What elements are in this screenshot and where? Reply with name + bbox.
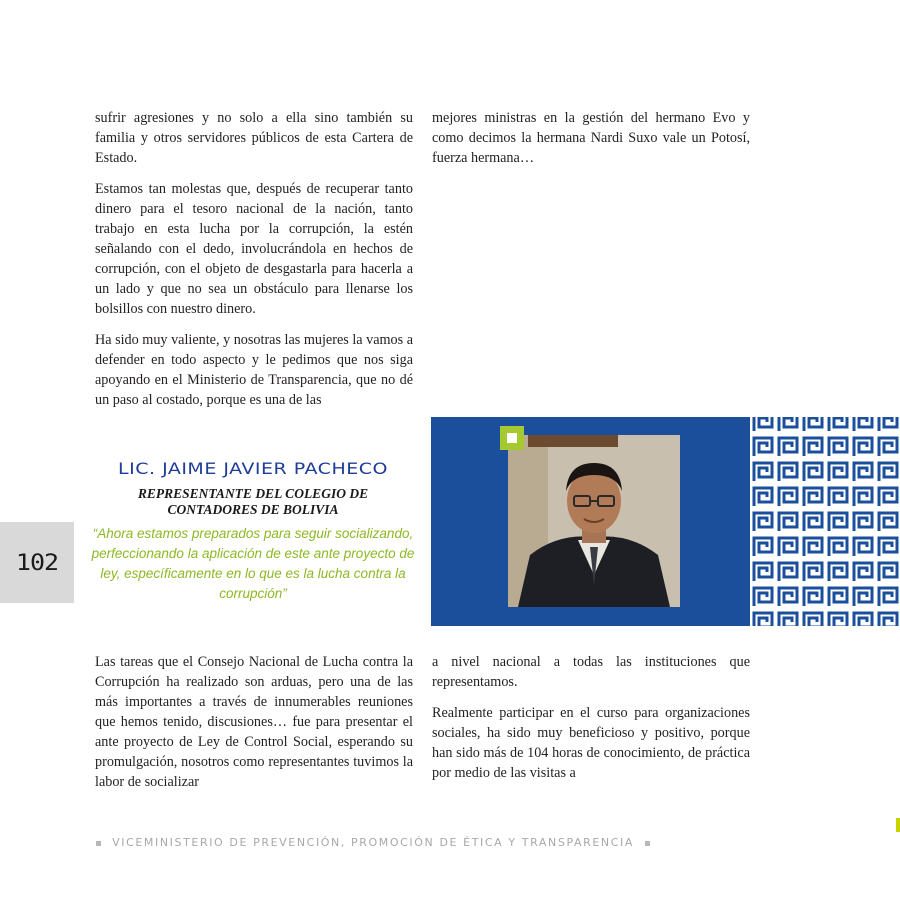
profile-role-line: CONTADORES DE BOLIVIA: [167, 502, 339, 517]
paragraph: Realmente participar en el curso para organizaciones sociales, ha sido muy beneficioso y positivo, porque han sido más de 104 horas de conocimiento, de práctica por medio de las visitas a: [432, 705, 750, 781]
footer-bullet: [645, 841, 650, 846]
article-column-bottom-right: [432, 652, 750, 794]
meander-tile: [804, 538, 822, 556]
profile-block: [90, 458, 416, 604]
meander-tile: [829, 417, 847, 431]
meander-tile: [779, 488, 797, 506]
meander-tile: [754, 588, 772, 606]
meander-tile: [804, 488, 822, 506]
meander-tile: [829, 488, 847, 506]
meander-tile: [779, 613, 797, 626]
meander-tile: [829, 563, 847, 581]
meander-tile: [754, 563, 772, 581]
meander-tile: [754, 513, 772, 531]
article-column-top-right: [432, 108, 750, 179]
meander-tile: [804, 563, 822, 581]
meander-tile: [879, 488, 897, 506]
paragraph: sufrir agresiones y no solo a ella sino también su familia y otros servidores públicos de esta Cartera de Estado.: [95, 110, 413, 166]
meander-tile: [854, 588, 872, 606]
meander-tile: [779, 588, 797, 606]
meander-tile: [804, 588, 822, 606]
meander-tile: [754, 488, 772, 506]
meander-tile: [754, 613, 772, 626]
footer-bullet: [96, 841, 101, 846]
meander-tile: [854, 417, 872, 431]
article-column-bottom-left: [95, 652, 413, 803]
meander-tile: [854, 438, 872, 456]
meander-tile: [879, 588, 897, 606]
meander-tile: [879, 513, 897, 531]
paragraph: Ha sido muy valiente, y nosotras las mujeres la vamos a defender en todo aspecto y le pedimos que nos siga apoyando en el Ministerio de Transparencia, que no dé un paso al costado, porque es una de las: [95, 332, 413, 408]
portrait-illustration: [508, 435, 680, 607]
meander-tile: [754, 417, 772, 431]
footer-text: VICEMINISTERIO DE PREVENCIÓN, PROMOCIÓN DE ÉTICA Y TRANSPARENCIA: [112, 836, 634, 849]
meander-tile: [854, 463, 872, 481]
meander-tile: [829, 463, 847, 481]
page-footer: [90, 836, 656, 849]
meander-tile: [879, 613, 897, 626]
profile-name: LIC. JAIME JAVIER PACHECO: [118, 459, 388, 479]
meander-tile: [854, 563, 872, 581]
edge-color-mark: [896, 818, 900, 832]
page-number: 102: [15, 549, 59, 576]
greek-key-pattern-graphic: [750, 417, 900, 626]
meander-tile: [804, 613, 822, 626]
meander-tile: [779, 538, 797, 556]
meander-tile: [804, 438, 822, 456]
meander-tile: [879, 463, 897, 481]
paragraph: Estamos tan molestas que, después de recuperar tanto dinero para el tesoro nacional de la nación, tanto trabajo en esta lucha por la corrupción, la estén señalando con el dedo, involucrándola en hechos de corrupción, con el objeto de desgastarla para hacerla a un lado y que no sea un obstáculo para llenarse los bolsillos con nuestro dinero.: [95, 181, 413, 317]
paragraph: mejores ministras en la gestión del hermano Evo y como decimos la hermana Nardi Suxo vale un Potosí, fuerza hermana…: [432, 110, 750, 166]
meander-tile: [854, 488, 872, 506]
meander-tile: [754, 463, 772, 481]
meander-tile: [879, 563, 897, 581]
accent-square: [500, 426, 524, 450]
meander-tile: [854, 538, 872, 556]
meander-tile: [829, 613, 847, 626]
meander-tile: [879, 438, 897, 456]
paragraph: a nivel nacional a todas las instituciones que representamos.: [432, 654, 750, 690]
meander-tile: [804, 463, 822, 481]
meander-tile: [754, 538, 772, 556]
meander-tile: [804, 417, 822, 431]
meander-tile: [779, 438, 797, 456]
meander-tile: [829, 513, 847, 531]
meander-tile: [829, 538, 847, 556]
meander-tile: [754, 438, 772, 456]
profile-quote: “Ahora estamos preparados para seguir socializando, perfeccionando la aplicación de este ante proyecto de ley, específicamente en lo que es la lucha contra la corrupción”: [91, 526, 415, 601]
meander-tile: [879, 417, 897, 431]
profile-role: [90, 486, 416, 518]
meander-tile: [779, 513, 797, 531]
meander-tile: [779, 417, 797, 431]
meander-tile: [829, 588, 847, 606]
meander-tile: [779, 463, 797, 481]
meander-tile: [854, 513, 872, 531]
meander-tile: [804, 513, 822, 531]
meander-tile: [779, 563, 797, 581]
meander-tile: [879, 538, 897, 556]
article-column-top-left: [95, 108, 413, 421]
page-number-tab: [0, 522, 74, 603]
greek-key-pattern: [750, 417, 900, 626]
portrait-photo: [508, 435, 680, 607]
paragraph: Las tareas que el Consejo Nacional de Lucha contra la Corrupción ha realizado son arduas, pero una de las más importantes a través de innumerables reuniones que hemos tenido, discusiones… fue para presentar el ante proyecto de Ley de Control Social, esperando su promulgación, nosotros como representantes tuvimos la labor de socializar: [95, 654, 413, 790]
meander-tile: [854, 613, 872, 626]
meander-tile: [829, 438, 847, 456]
profile-role-line: REPRESENTANTE DEL COLEGIO DE: [137, 486, 369, 501]
